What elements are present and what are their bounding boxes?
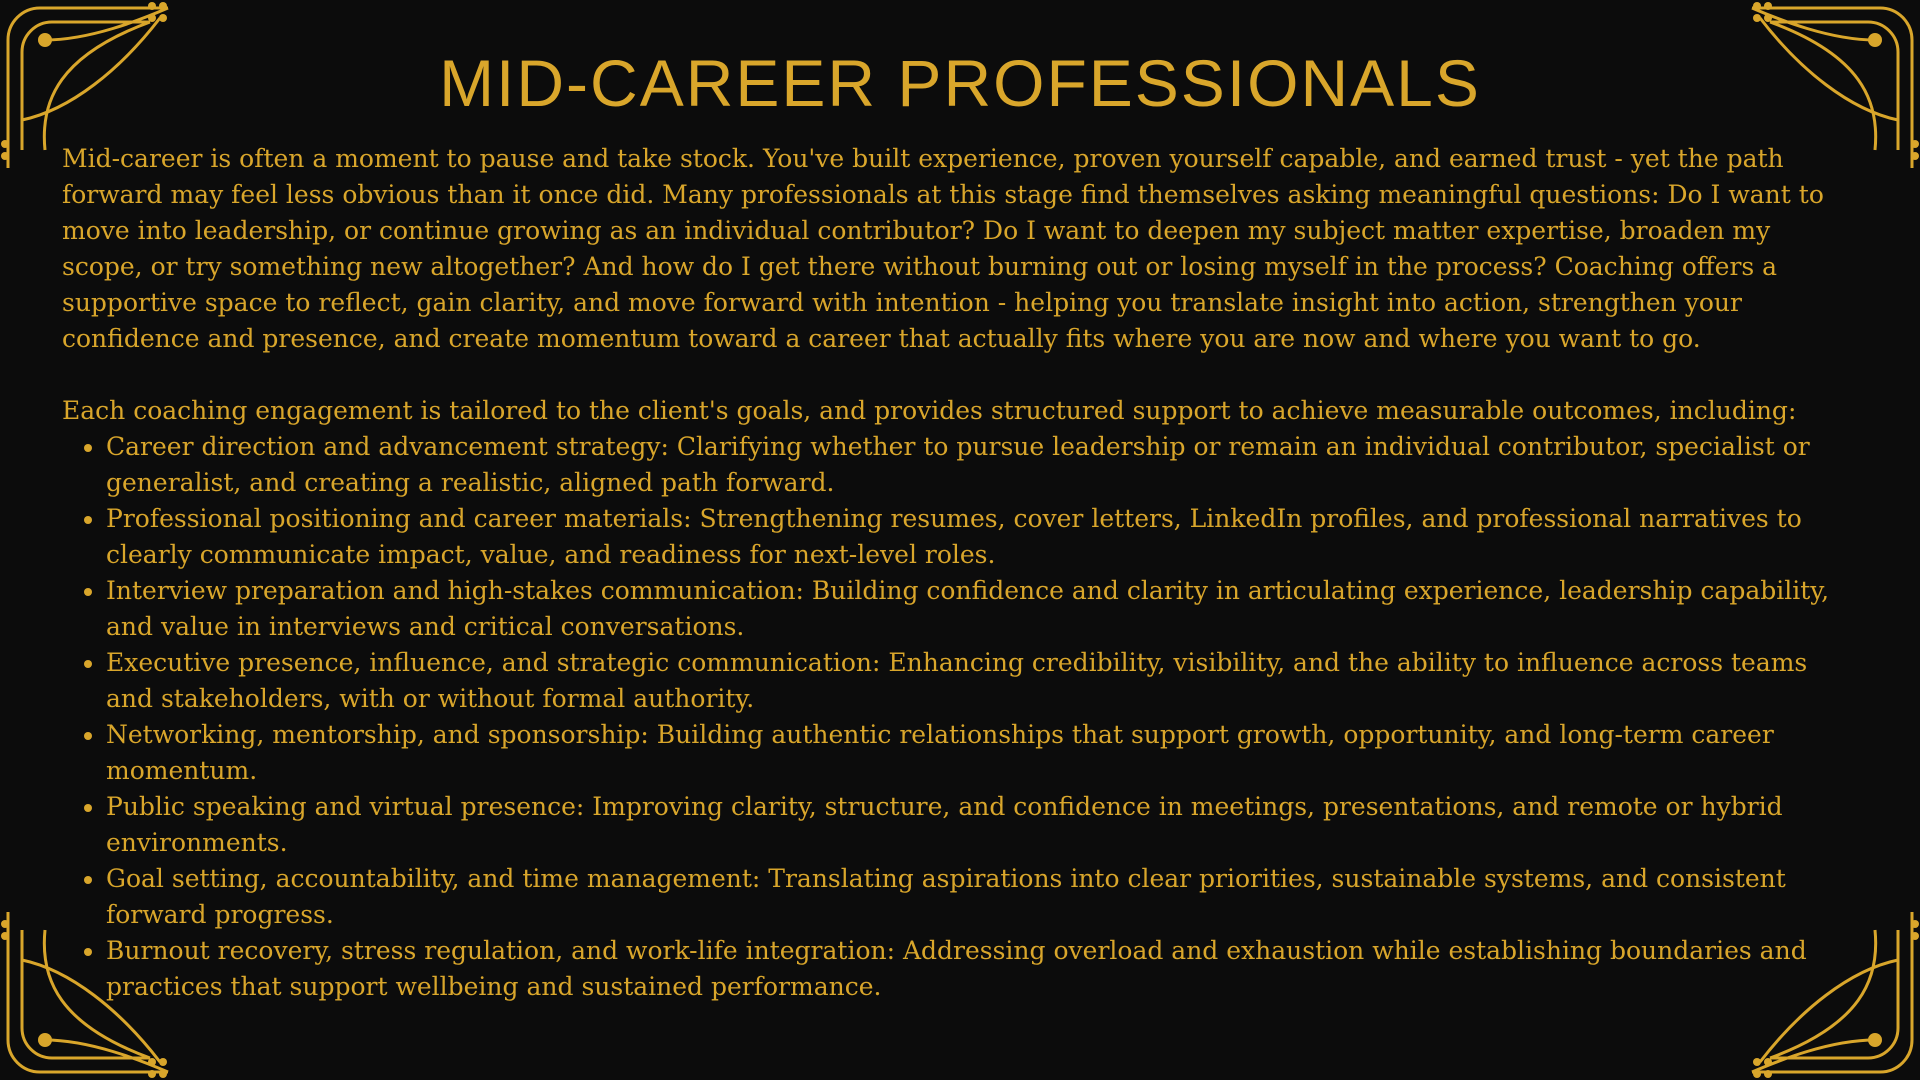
outcomes-list: [62, 429, 1852, 1005]
list-item: • Public speaking and virtual presence: Improving clarity, structure, and confidence in meetings, presentations, and remote or hybrid environments.: [106, 789, 1852, 861]
list-item: • Networking, mentorship, and sponsorship: Building authentic relationships that support growth, opportunity, and long-term career momentum.: [106, 717, 1852, 789]
page-title: MID-CAREER PROFESSIONALS: [439, 46, 1481, 120]
list-item: • Executive presence, influence, and strategic communication: Enhancing credibility, visibility, and the ability to influence across teams and stakeholders, with or without formal authority.: [106, 645, 1852, 717]
list-item: • Goal setting, accountability, and time management: Translating aspirations into clear priorities, sustainable systems, and consistent forward progress.: [106, 861, 1852, 933]
body-content: [62, 141, 1852, 1005]
list-item: • Burnout recovery, stress regulation, and work-life integration: Addressing overload and exhaustion while establishing boundaries and practices that support wellbeing and sustained performance.: [106, 933, 1852, 1005]
intro-paragraph: Mid-career is often a moment to pause and take stock. You've built experience, proven yourself capable, and earned trust - yet the path forward may feel less obvious than it once did. Many professionals at this stage find themselves asking meaningful questions: Do I want to move into leadership, or continue growing as an individual contributor? Do I want to deepen my subject matter expertise, broaden my scope, or try something new altogether? And how do I get there without burning out or losing myself in the process? Coaching offers a supportive space to reflect, gain clarity, and move forward with intention - helping you translate insight into action, strengthen your confidence and presence, and create momentum toward a career that actually fits where you are now and where you want to go.: [62, 144, 1824, 353]
list-item: • Professional positioning and career materials: Strengthening resumes, cover letters, LinkedIn profiles, and professional narratives to clearly communicate impact, value, and readiness for next-level roles.: [106, 501, 1852, 573]
list-item: • Career direction and advancement strategy: Clarifying whether to pursue leadership or remain an individual contributor, specialist or generalist, and creating a realistic, aligned path forward.: [106, 429, 1852, 501]
engagement-lead-paragraph: Each coaching engagement is tailored to the client's goals, and provides structured support to achieve measurable outcomes, including:: [62, 396, 1797, 425]
list-item: • Interview preparation and high-stakes communication: Building confidence and clarity in articulating experience, leadership capability, and value in interviews and critical conversations.: [106, 573, 1852, 645]
